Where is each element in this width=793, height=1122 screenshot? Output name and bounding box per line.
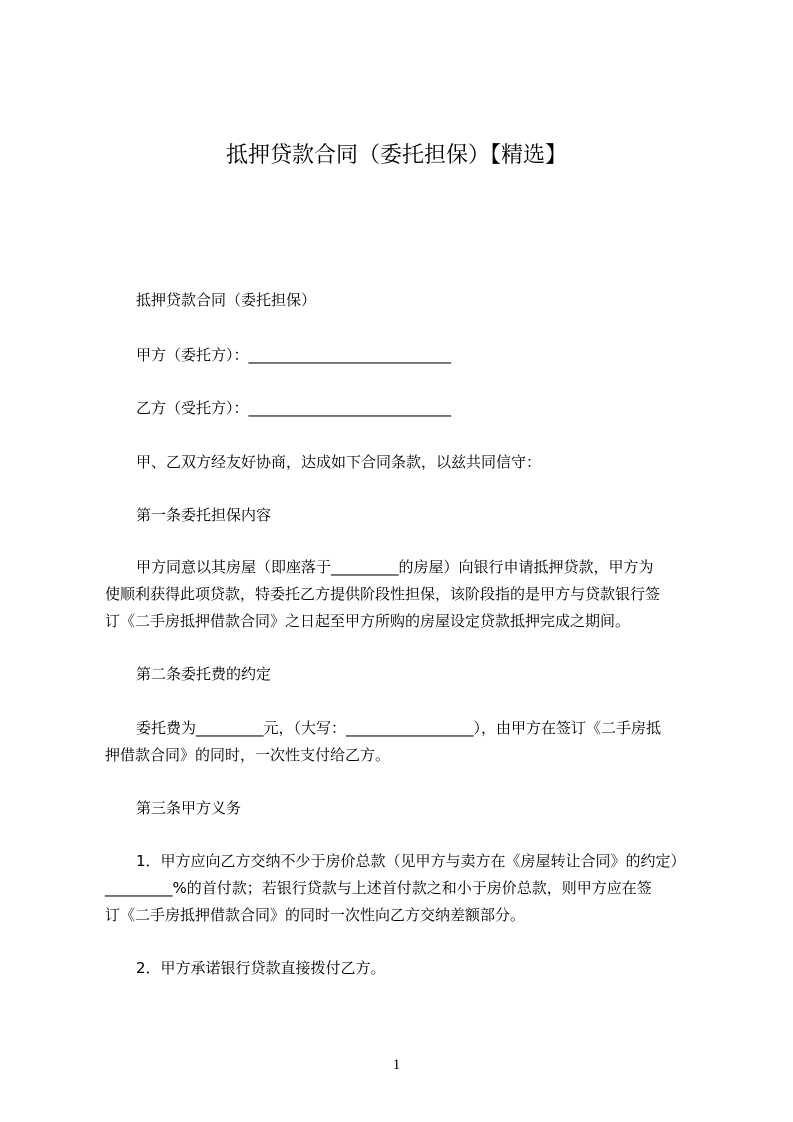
article-3-item-1-line-2: _________%的首付款；若银行贷款与上述首付款之和小于房价总款，则甲方应在签 — [105, 879, 652, 897]
party-b-line: 乙方（受托方）：___________________________ — [136, 399, 452, 417]
article-3-item-1-line-3: 订《二手房抵押借款合同》的同时一次性向乙方交纳差额部分。 — [105, 906, 526, 924]
article-1-line-1: 甲方同意以其房屋（即座落于_________的房屋）向银行申请抵押贷款，甲方为 — [136, 558, 654, 576]
article-2-heading: 第二条委托费的约定 — [136, 665, 272, 683]
page-number: 1 — [392, 1057, 401, 1073]
article-3-heading: 第三条甲方义务 — [136, 799, 242, 817]
article-3-item-1-line-1: 1．甲方应向乙方交纳不少于房价总款（见甲方与卖方在《房屋转让合同》的约定） — [136, 852, 686, 870]
article-1-line-2: 使顺利获得此项贷款，特委托乙方提供阶段性担保，该阶段指的是甲方与贷款银行签 — [105, 585, 661, 603]
document-title: 抵押贷款合同（委托担保）【精选】 — [225, 143, 567, 168]
preamble-line: 甲、乙双方经友好协商，达成如下合同条款，以兹共同信守： — [136, 453, 542, 471]
party-a-line: 甲方（委托方）：___________________________ — [136, 346, 452, 364]
article-1-line-3: 订《二手房抵押借款合同》之日起至甲方所购的房屋设定贷款抵押完成之期间。 — [105, 612, 631, 630]
article-3-item-2: 2．甲方承诺银行贷款直接拨付乙方。 — [136, 959, 386, 977]
article-2-line-2: 押借款合同》的同时，一次性支付给乙方。 — [105, 746, 391, 764]
article-2-line-1: 委托费为_________元，（大写：_________________），由甲方在签订《二手房抵 — [136, 719, 662, 737]
subtitle-line: 抵押贷款合同（委托担保） — [136, 291, 317, 309]
article-1-heading: 第一条委托担保内容 — [136, 506, 272, 524]
